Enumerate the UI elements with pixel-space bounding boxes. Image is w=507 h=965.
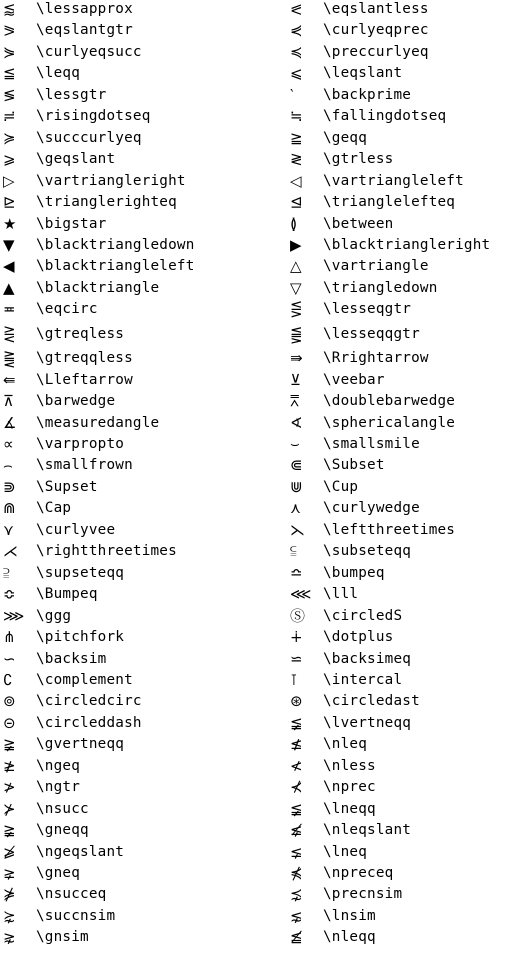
latex-command: \measuredangle [36, 414, 160, 431]
math-symbol-glyph: ⪖ [3, 21, 16, 40]
latex-command: \succnsim [36, 907, 116, 924]
latex-command: \rightthreetimes [36, 543, 177, 560]
right-column-entry [290, 236, 490, 254]
left-column-entry [3, 521, 115, 539]
right-column-entry [290, 0, 429, 18]
latex-command: \Bumpeq [36, 586, 98, 603]
latex-command: \Supset [36, 478, 98, 495]
math-symbol-glyph: ⪅ [3, 0, 16, 18]
latex-command: \nsucceq [36, 886, 107, 903]
math-symbol-glyph: ≨ [290, 713, 303, 732]
right-column-entry [290, 21, 429, 39]
math-symbol-glyph: ≽ [3, 128, 16, 147]
right-column-entry [290, 628, 393, 646]
math-symbol-glyph: ≩ [3, 821, 16, 840]
latex-command: \gvertneqq [36, 736, 125, 753]
right-column-entry [290, 64, 402, 82]
math-symbol-glyph: ⋟ [3, 42, 16, 61]
math-symbol-glyph: ⋒ [3, 499, 16, 518]
left-column-entry [3, 843, 124, 861]
latex-command: \vartriangleleft [323, 172, 464, 189]
right-column-entry [290, 800, 376, 818]
right-column-entry [290, 150, 393, 168]
math-symbol-glyph: ⪋ [290, 324, 303, 343]
latex-command: \curlywedge [323, 500, 420, 517]
math-symbol-glyph: ▼ [3, 235, 15, 254]
left-column-entry [3, 800, 89, 818]
latex-command: \fallingdotseq [323, 108, 447, 125]
math-symbol-glyph: ⫆ [3, 563, 10, 582]
math-symbol-glyph: ≷ [290, 150, 303, 169]
math-symbol-glyph: ⋚ [290, 300, 303, 319]
latex-command: \dotplus [323, 629, 394, 646]
left-column-entry [3, 215, 106, 233]
right-column-entry [290, 757, 376, 775]
left-column-entry [3, 628, 124, 646]
math-symbol-glyph: ∝ [3, 435, 14, 453]
math-symbol-glyph: ⋩ [3, 906, 16, 925]
right-column-entry [290, 607, 402, 625]
math-symbol-glyph: ∔ [290, 628, 303, 647]
math-symbol-glyph: ⇛ [290, 349, 303, 368]
math-symbol-glyph: ⩞ [290, 392, 300, 411]
latex-command: \ngeq [36, 757, 81, 774]
left-column-entry [3, 371, 133, 389]
latex-command: \nleqslant [323, 822, 412, 839]
latex-command: \barwedge [36, 393, 116, 410]
math-symbol-glyph: ⋐ [290, 456, 303, 475]
latex-command: \subseteqq [323, 543, 412, 560]
left-column-entry [3, 279, 159, 297]
right-column-entry [290, 456, 385, 474]
right-column-entry [290, 300, 411, 318]
left-column-entry [3, 714, 142, 732]
latex-command: \smallsmile [323, 436, 420, 452]
latex-command: \circledcirc [36, 693, 142, 710]
right-column-entry [290, 821, 411, 839]
math-symbol-glyph: ⪕ [290, 0, 303, 18]
math-symbol-glyph: ⪌ [3, 349, 16, 368]
right-column-entry [290, 371, 385, 389]
latex-command: \gneq [36, 865, 81, 881]
math-symbol-glyph: ⊚ [3, 692, 16, 711]
left-column-entry [3, 193, 177, 211]
math-symbol-glyph: ⊴ [290, 193, 303, 212]
math-symbol-glyph: ∢ [290, 413, 303, 432]
left-column-entry [3, 300, 98, 318]
latex-command: \leqslant [323, 65, 403, 82]
math-symbol-glyph: ▲ [3, 278, 15, 297]
latex-command: \doublebarwedge [323, 393, 456, 410]
math-symbol-glyph: ⩽ [290, 64, 303, 83]
latex-command: \smallfrown [36, 457, 133, 474]
math-symbol-glyph: ⋓ [290, 477, 303, 496]
latex-command: \backsimeq [323, 650, 412, 667]
latex-command: \lneqq [323, 800, 376, 817]
math-symbol-glyph: ≧ [290, 128, 303, 147]
latex-command: \vartriangle [323, 258, 429, 275]
latex-command: \supseteqq [36, 564, 125, 581]
right-column-entry [290, 564, 385, 582]
left-column-entry [3, 43, 142, 61]
right-column-entry [290, 193, 455, 211]
left-column-entry [3, 650, 106, 668]
latex-command: \bigstar [36, 215, 107, 232]
latex-command: \lneq [323, 843, 368, 860]
latex-command: \nless [323, 757, 376, 774]
latex-command: \gtreqqless [36, 350, 133, 367]
latex-command: \varpropto [36, 436, 125, 452]
math-symbol-glyph: ⊀ [290, 778, 303, 797]
latex-command: \veebar [323, 371, 385, 388]
left-column-entry [3, 435, 124, 453]
math-symbol-glyph: ≱ [3, 756, 16, 775]
math-symbol-glyph: ⌢ [3, 456, 13, 475]
latex-command: \blacktriangleright [323, 236, 491, 253]
latex-command: \lessapprox [36, 1, 133, 17]
right-column-entry [290, 843, 367, 861]
math-symbol-glyph: ⋞ [290, 21, 303, 40]
math-symbol-glyph: ⊺ [290, 670, 298, 689]
math-symbol-glyph: ⪇ [290, 842, 303, 861]
right-column-entry [290, 86, 411, 104]
math-symbol-glyph: ⋛ [3, 324, 16, 343]
math-symbol-glyph: ⊛ [290, 692, 303, 711]
right-column-entry [290, 650, 411, 668]
right-column-entry [290, 257, 429, 275]
latex-command: \trianglelefteq [323, 194, 456, 211]
latex-command: \intercal [323, 671, 403, 688]
latex-command: \lnsim [323, 907, 376, 924]
left-column-entry [3, 478, 98, 496]
math-symbol-glyph: ≒ [290, 107, 303, 126]
math-symbol-glyph: ◁ [290, 171, 302, 190]
math-symbol-glyph: ⊁ [3, 799, 16, 818]
latex-command: \lll [323, 586, 359, 603]
latex-command: \Subset [323, 457, 385, 474]
math-symbol-glyph: ⋑ [3, 477, 16, 496]
latex-command: \Cup [323, 478, 359, 495]
latex-command: \ggg [36, 607, 72, 624]
right-column-entry [290, 499, 420, 517]
left-column-entry [3, 325, 124, 343]
math-symbol-glyph: ⋍ [290, 649, 303, 668]
left-column-entry [3, 692, 142, 710]
left-column-entry [3, 129, 142, 147]
math-symbol-glyph: ≮ [290, 756, 303, 775]
left-column-entry [3, 150, 115, 168]
left-column-entry [3, 392, 115, 410]
left-column-entry [3, 499, 71, 517]
latex-command: \succcurlyeq [36, 129, 142, 146]
math-symbol-glyph: ≩ [3, 735, 16, 754]
latex-command: \complement [36, 671, 133, 688]
right-column-entry [290, 349, 429, 367]
left-column-entry [3, 907, 115, 925]
latex-command: \circleddash [36, 714, 142, 731]
math-symbol-glyph: ≦ [3, 64, 16, 83]
left-column-entry [3, 86, 106, 104]
right-column-entry [290, 714, 411, 732]
math-symbol-glyph: ⋌ [3, 542, 18, 561]
latex-command: \ngtr [36, 779, 81, 796]
math-symbol-glyph: ≎ [3, 585, 16, 604]
math-symbol-glyph: ⪈ [3, 864, 16, 882]
math-symbol-glyph: ⋔ [3, 628, 16, 647]
math-symbol-glyph: ⋏ [290, 499, 301, 518]
math-symbol-glyph: ◀ [3, 257, 15, 276]
left-column-entry [3, 21, 133, 39]
latex-command: \npreceq [323, 865, 394, 881]
latex-command: \risingdotseq [36, 108, 151, 125]
math-symbol-glyph: ▷ [3, 171, 15, 190]
left-column-entry [3, 885, 106, 903]
latex-command: \precnsim [323, 886, 403, 903]
latex-command: \blacktriangleleft [36, 258, 195, 275]
latex-command: \lessgtr [36, 86, 107, 103]
math-symbol-glyph: ≰ [290, 735, 303, 754]
right-column-entry [290, 671, 402, 689]
latex-command: \leqq [36, 65, 81, 82]
latex-command: \backsim [36, 650, 107, 667]
math-symbol-glyph: ≶ [3, 85, 16, 104]
right-column-entry [290, 478, 358, 496]
latex-command: \gneqq [36, 822, 89, 839]
latex-command: \bumpeq [323, 564, 385, 581]
math-symbol-glyph: ⩾̸ [3, 842, 16, 861]
math-symbol-glyph: ⊻ [290, 370, 301, 389]
right-column-entry [290, 107, 446, 125]
left-column-entry [3, 542, 177, 560]
latex-command: \eqslantless [323, 1, 429, 17]
left-column-entry [3, 585, 98, 603]
latex-command: \eqcirc [36, 301, 98, 318]
right-column-entry [290, 392, 455, 410]
right-column-entry [290, 585, 358, 603]
left-column-entry [3, 607, 71, 625]
math-symbol-glyph: ⊵ [3, 193, 16, 212]
math-symbol-glyph: ⋦ [290, 906, 303, 925]
right-column-entry [290, 885, 402, 903]
left-column-entry [3, 0, 133, 18]
right-column-entry [290, 435, 420, 453]
right-column-entry [290, 279, 438, 297]
left-column-entry [3, 671, 133, 689]
math-symbol-glyph: ⋎ [3, 520, 14, 539]
latex-command: \nleq [323, 736, 368, 753]
latex-command: \circledast [323, 693, 420, 710]
left-column-entry [3, 257, 195, 275]
latex-command: \gnsim [36, 929, 89, 946]
left-column-entry [3, 564, 124, 582]
latex-command: \curlyeqsucc [36, 43, 142, 60]
math-symbol-glyph: ≦̸ [290, 928, 303, 947]
right-column-entry [290, 542, 411, 560]
right-column-entry [290, 907, 376, 925]
latex-command: \Cap [36, 500, 72, 517]
latex-command: \gtrless [323, 151, 394, 168]
latex-command: \Rrightarrow [323, 350, 429, 367]
left-column-entry [3, 107, 151, 125]
math-symbol-glyph: ∁ [3, 670, 13, 689]
left-column-entry [3, 236, 195, 254]
math-symbol-glyph: ⋋ [290, 520, 305, 539]
math-symbol-glyph: ★ [3, 214, 17, 233]
latex-command: \geqq [323, 129, 368, 146]
left-column-entry [3, 456, 133, 474]
right-column-entry [290, 692, 420, 710]
latex-command: \geqslant [36, 151, 116, 168]
math-symbol-glyph: ∽ [3, 649, 16, 668]
right-column-entry [290, 129, 367, 147]
left-column-entry [3, 735, 124, 753]
left-column-entry [3, 414, 159, 432]
latex-command: \leftthreetimes [323, 521, 456, 538]
math-symbol-glyph: ≼ [290, 42, 303, 61]
latex-command: \nleqq [323, 929, 376, 946]
left-column-entry [3, 821, 89, 839]
math-symbol-glyph: ≓ [3, 107, 16, 126]
right-column-entry [290, 778, 376, 796]
latex-command: \eqslantgtr [36, 22, 133, 39]
latex-command: \gtreqless [36, 325, 125, 342]
math-symbol-glyph: ⋠ [290, 864, 303, 882]
latex-command: \curlyvee [36, 521, 116, 538]
right-column-entry [290, 864, 393, 882]
right-column-entry [290, 325, 420, 343]
math-symbol-glyph: △ [290, 257, 302, 276]
right-column-entry [290, 215, 393, 233]
math-symbol-glyph: ⩾ [3, 150, 16, 169]
latex-command: \nsucc [36, 800, 89, 817]
latex-command: \vartriangleright [36, 172, 186, 189]
math-symbol-glyph: Ⓢ [290, 606, 306, 625]
left-column-entry [3, 864, 80, 882]
latex-command: \nprec [323, 779, 376, 796]
math-symbol-glyph: ⪇̸ [290, 821, 303, 840]
latex-command: \curlyeqprec [323, 22, 429, 39]
math-symbol-glyph: ▽ [290, 278, 302, 297]
latex-command: \trianglerighteq [36, 194, 177, 211]
right-column-entry [290, 43, 429, 61]
left-column-entry [3, 349, 133, 367]
left-column-entry [3, 64, 80, 82]
math-symbol-glyph: ⋨ [290, 885, 303, 904]
math-symbol-glyph: ≬ [290, 214, 297, 233]
math-symbol-glyph: ▶ [290, 235, 302, 254]
math-symbol-glyph: ≏ [290, 563, 303, 582]
latex-command: \backprime [323, 86, 412, 103]
left-column-entry [3, 778, 80, 796]
math-symbol-glyph: ⊝ [3, 713, 16, 732]
math-symbol-glyph: ⋘ [290, 585, 312, 604]
math-symbol-glyph: ⋡ [3, 885, 16, 904]
latex-command: \blacktriangle [36, 279, 160, 296]
right-column-entry [290, 172, 464, 190]
math-symbol-glyph: ≖ [3, 300, 16, 319]
latex-command: \pitchfork [36, 629, 125, 646]
right-column-entry [290, 521, 455, 539]
math-symbol-glyph: ⋧ [3, 928, 16, 947]
math-symbol-glyph: ⌣ [290, 435, 300, 453]
left-column-entry [3, 757, 80, 775]
right-column-entry [290, 414, 455, 432]
latex-command: \circledS [323, 607, 403, 624]
math-symbol-glyph: ⫅ [290, 542, 297, 561]
latex-command: \blacktriangledown [36, 236, 195, 253]
math-symbol-glyph: ⋙ [3, 606, 25, 625]
math-symbol-glyph: ‵ [290, 85, 294, 104]
latex-command: \lvertneqq [323, 714, 412, 731]
latex-command: \sphericalangle [323, 414, 456, 431]
latex-command: \triangledown [323, 279, 438, 296]
math-symbol-glyph: ∡ [3, 413, 17, 432]
latex-command: \preccurlyeq [323, 43, 429, 60]
latex-command: \lesseqqgtr [323, 325, 420, 342]
right-column-entry [290, 928, 376, 946]
latex-command: \lesseqgtr [323, 301, 412, 318]
left-column-entry [3, 928, 89, 946]
math-symbol-glyph: ≨ [290, 799, 303, 818]
latex-command: \ngeqslant [36, 843, 125, 860]
latex-command: \between [323, 215, 394, 232]
math-symbol-glyph: ≯ [3, 778, 16, 797]
math-symbol-glyph: ⇚ [3, 370, 16, 389]
latex-command: \Lleftarrow [36, 371, 133, 388]
right-column-entry [290, 735, 367, 753]
left-column-entry [3, 172, 186, 190]
math-symbol-glyph: ⊼ [3, 392, 14, 411]
